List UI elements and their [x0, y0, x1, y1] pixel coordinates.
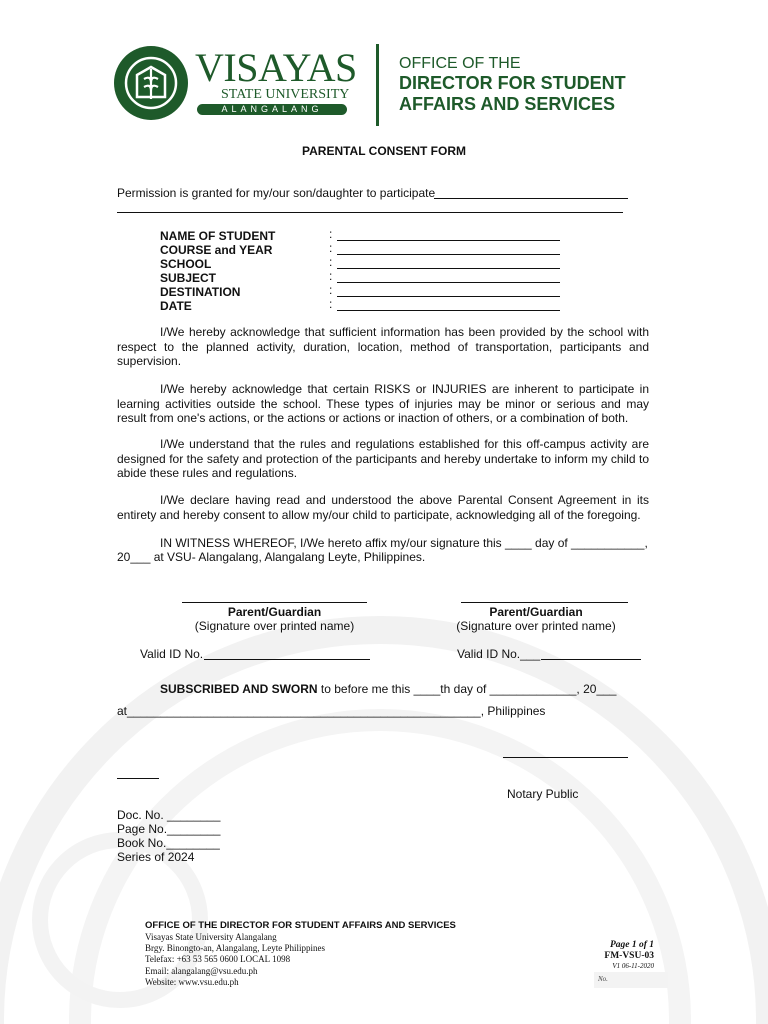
footer-line: Telefax: +63 53 565 0600 LOCAL 1098 [145, 954, 291, 965]
field-row: NAME OF STUDENT : [160, 227, 570, 241]
version: V1 06-11-2020 [612, 962, 654, 970]
permission-line-2[interactable] [117, 212, 623, 213]
signature-right-title: Parent/Guardian [489, 605, 583, 619]
university-logo [113, 45, 357, 125]
control-number-label: No. [598, 975, 608, 983]
field-row: SCHOOL : [160, 255, 570, 269]
field-label: DATE [160, 299, 192, 313]
paragraph-2: I/We hereby acknowledge that certain RISKS or INJURIES are inherent to participate in learning activities outside the school. These types of injuries may be minor or serious and may result from one's actions, or the actions or actions or inaction of others, or a combination of both. [117, 382, 649, 425]
valid-id-right-label: Valid ID No.___ [457, 647, 541, 661]
doc-no: Doc. No. ________ [117, 808, 221, 822]
field-label: DESTINATION [160, 285, 241, 299]
notary-public: Notary Public [507, 787, 579, 801]
paragraph-3: I/We understand that the rules and regulations established for this off-campus activity are designed for the safety and protection of the participants and hereby undertake to inform my child to abide these rules and regulations. [117, 437, 649, 480]
valid-id-left-label: Valid ID No. [140, 647, 204, 661]
permission-line[interactable] [434, 198, 628, 199]
page-info [590, 940, 654, 971]
footer-line: Visayas State University Alangalang [145, 932, 277, 942]
sworn-line [160, 682, 616, 696]
page-count: Page 1 of 1 [609, 940, 654, 950]
logo-campus: ALANGALANG [221, 104, 323, 114]
valid-id-left-line[interactable] [204, 659, 370, 660]
signature-left-title: Parent/Guardian [227, 605, 322, 619]
logo-subtitle: STATE UNIVERSITY [221, 87, 350, 102]
field-row: DESTINATION : [160, 283, 570, 297]
series: Series of 2024 [117, 850, 195, 864]
short-line[interactable] [117, 778, 159, 779]
form-code: FM-VSU-03 [604, 951, 654, 961]
student-fields [160, 227, 570, 311]
footer-line: Brgy. Binongto-an, Alangalang, Leyte Philippines [145, 943, 325, 954]
field-line[interactable] [337, 310, 560, 311]
witness-line-1: IN WITNESS WHEREOF, I/We hereto affix my/our signature this ____ day of ___________, [160, 536, 648, 550]
signature-right-sub: (Signature over printed name) [456, 619, 616, 633]
field-row: COURSE and YEAR : [160, 241, 570, 255]
form-title: PARENTAL CONSENT FORM [302, 144, 466, 158]
paragraph-4: I/We declare having read and understood the above Parental Consent Agreement in its entirety and hereby consent to allow my/our child to participate, acknowledging all of the foregoing. [117, 493, 649, 522]
footer-address [145, 932, 325, 988]
footer-line: Email: alangalang@vsu.edu.ph [145, 965, 258, 976]
field-label: SUBJECT [160, 271, 217, 285]
header-divider [376, 44, 379, 126]
office-line3: AFFAIRS AND SERVICES [399, 94, 616, 114]
office-line1: OFFICE OF THE [399, 55, 521, 72]
logo-name: VISAYAS [195, 45, 357, 90]
sworn-rest: to before me this ____th day of _____________, 20___ [317, 682, 617, 696]
field-row: SUBJECT : [160, 269, 570, 283]
signature-line-left[interactable] [182, 602, 367, 603]
signature-left-sub: (Signature over printed name) [194, 619, 355, 633]
seal-icon [113, 45, 189, 121]
at-line: at_____________________________________________________, Philippines [117, 704, 546, 718]
sworn-bold: SUBSCRIBED AND SWORN [160, 682, 318, 696]
permission-text: Permission is granted for my/our son/daughter to participate [117, 186, 436, 200]
valid-id-right-line[interactable] [541, 659, 641, 660]
office-line2: DIRECTOR FOR STUDENT [399, 73, 626, 93]
field-label: COURSE and YEAR [160, 243, 273, 257]
footer-office: OFFICE OF THE DIRECTOR FOR STUDENT AFFAIRS AND SERVICES [145, 920, 456, 931]
field-label: SCHOOL [160, 257, 212, 271]
paragraph-1: I/We hereby acknowledge that sufficient information has been provided by the school with respect to the planned activity, duration, location, method of transportation, participants and supervision. [117, 325, 649, 368]
book-no: Book No.________ [117, 836, 220, 850]
page-no: Page No.________ [117, 822, 221, 836]
field-row: DATE : [160, 297, 570, 311]
field-label: NAME OF STUDENT [160, 229, 276, 243]
witness-line-2: 20___ at VSU- Alangalang, Alangalang Leyte, Philippines. [117, 550, 426, 564]
notary-signature-line[interactable] [503, 757, 628, 758]
footer-line: Website: www.vsu.edu.ph [145, 976, 239, 987]
signature-line-right[interactable] [461, 602, 628, 603]
